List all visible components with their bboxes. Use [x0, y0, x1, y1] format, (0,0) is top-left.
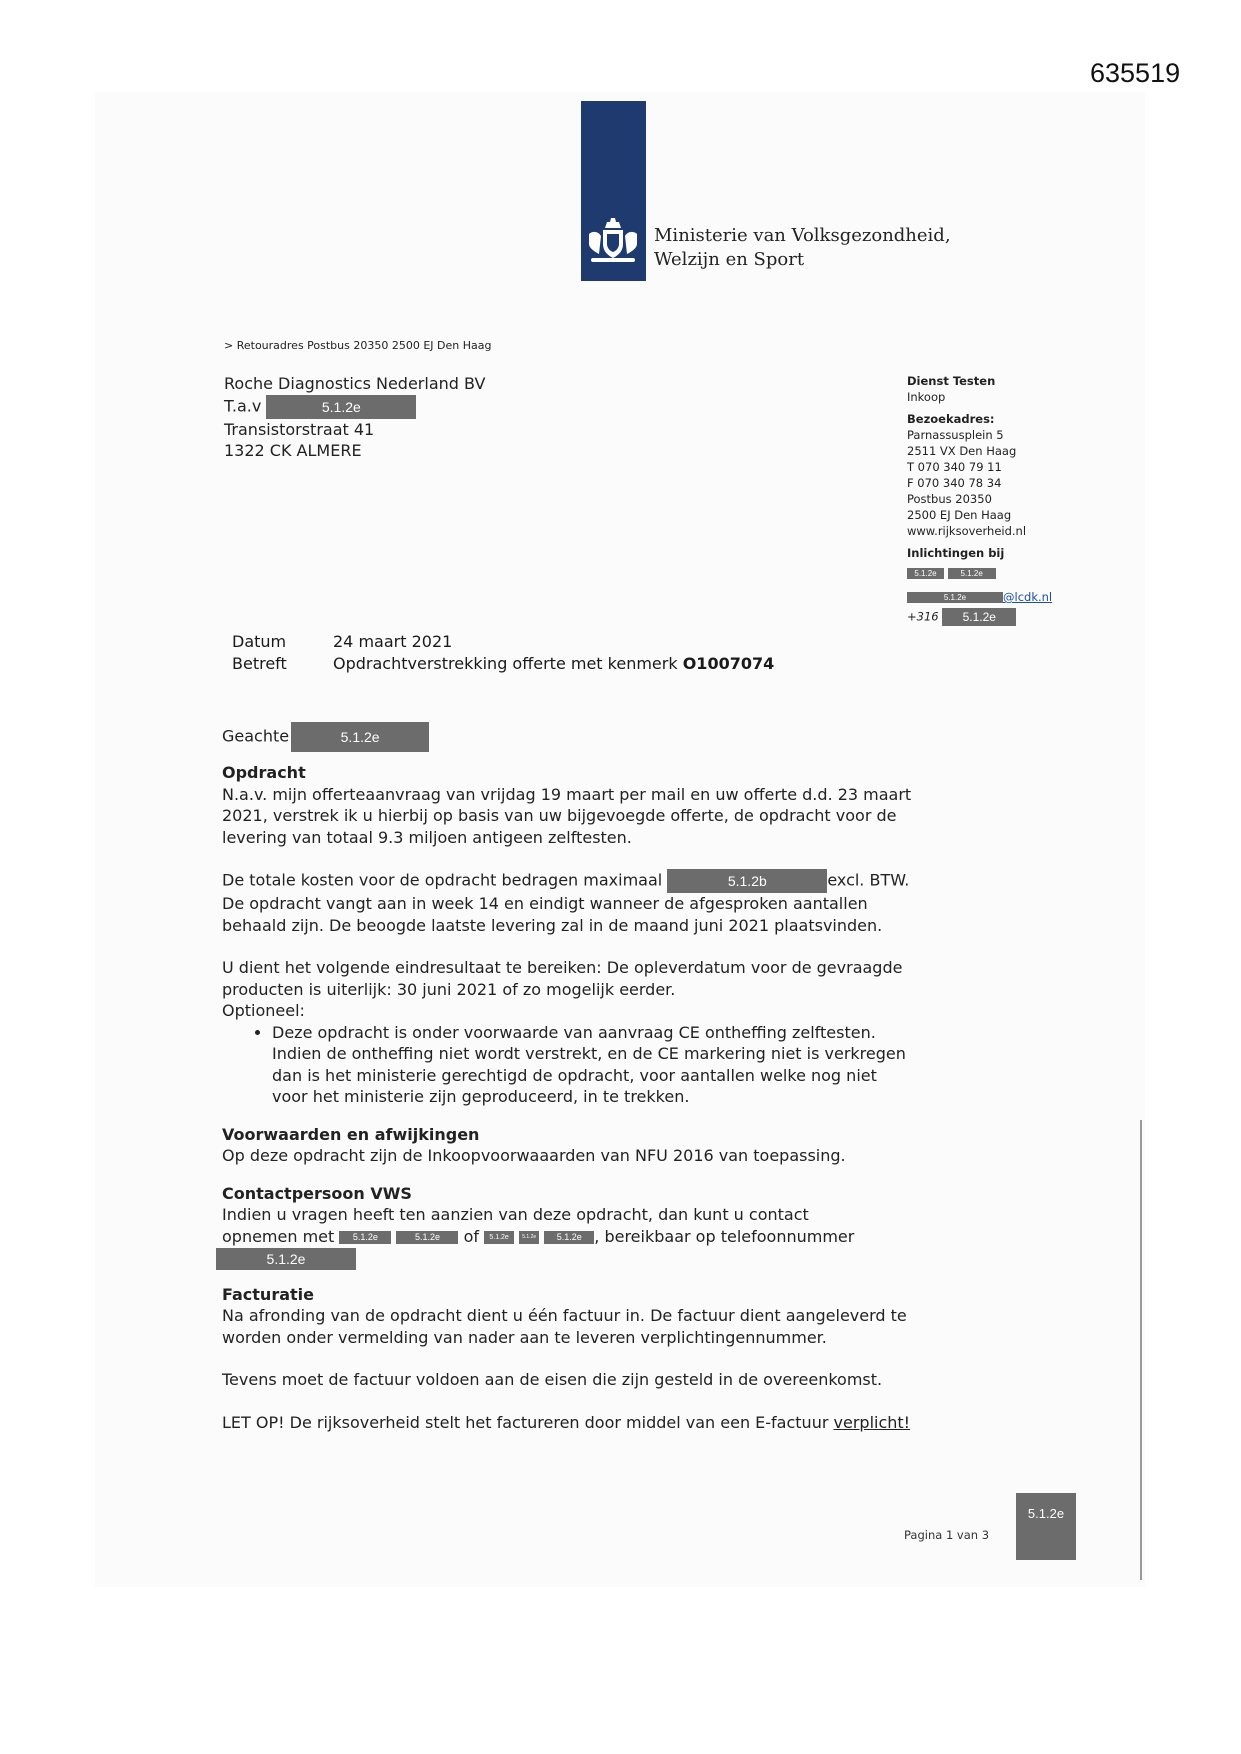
sidebar-phone-prefix: +316: [907, 609, 939, 624]
sidebar-visit-line: Postbus 20350: [907, 492, 992, 506]
heading-contact: Contactpersoon VWS: [222, 1183, 412, 1203]
sidebar-email: [907, 589, 1107, 605]
paragraph-letop: LET OP! De rijksoverheid stelt het factureren door middel van een E-factuur verplicht!: [222, 1412, 911, 1432]
salutation: Geachte 5.1.2e: [222, 722, 912, 752]
redaction-box: 5.1.2e: [291, 722, 429, 752]
recipient-city: 1322 CK ALMERE: [224, 441, 362, 460]
letter-meta: [232, 631, 774, 674]
subject-value: Opdrachtverstrekking offerte met kenmerk O1007074: [333, 653, 775, 673]
paragraph-cost: De totale kosten voor de opdracht bedragen maximaal 5.1.2b excl. BTW.: [222, 869, 912, 893]
redaction-box: 5.1.2e: [1016, 1493, 1076, 1560]
redaction-box: 5.1.2e: [484, 1231, 514, 1244]
sidebar-email-suffix: @lcdk.nl: [1003, 590, 1053, 604]
sidebar-visit-head: Bezoekadres:: [907, 412, 995, 426]
paragraph-opdracht: N.a.v. mijn offerteaanvraag van vrijdag 19 maart per mail en uw offerte d.d. 23 maart 2021, verstrek ik u hierbij op basis van uw bijgevoegde offerte, de opdracht voor de levering van totaal 9.3 miljoen antigeen zelftesten.: [222, 784, 912, 847]
optional-label: Optioneel:: [222, 1001, 305, 1020]
heading-conditions: Voorwaarden en afwijkingen: [222, 1124, 480, 1144]
sidebar-sub: Inkoop: [907, 390, 946, 404]
crest-icon: [583, 214, 643, 268]
sidebar-dept: Dienst Testen: [907, 374, 996, 388]
recipient-company: Roche Diagnostics Nederland BV: [224, 374, 486, 393]
date-value: 24 maart 2021: [333, 632, 453, 651]
redaction-box: 5.1.2e: [907, 592, 1003, 603]
heading-invoice: Facturatie: [222, 1284, 314, 1304]
letter-body: [222, 722, 912, 1433]
ministry-line-1: Ministerie van Volksgezondheid,: [654, 225, 951, 246]
redaction-box: 5.1.2e: [942, 608, 1016, 626]
heading-opdracht: Opdracht: [222, 763, 306, 782]
paragraph-contact-2: opnemen met 5.1.2e 5.1.2e of 5.1.2e 5.1.2e 5.1.2e , bereikbaar op telefoonnummer: [222, 1226, 855, 1246]
sidebar-visit-line: 2511 VX Den Haag: [907, 444, 1017, 458]
letop-emphasis: verplicht!: [833, 1412, 911, 1432]
sidebar-info-head: Inlichtingen bij: [907, 546, 1005, 560]
redaction-box: 5.1.2e: [948, 568, 996, 579]
recipient-street: Transistorstraat 41: [224, 419, 375, 439]
redaction-box: 5.1.2e: [907, 568, 944, 579]
redaction-box: 5.1.2e: [339, 1231, 391, 1244]
sidebar-visit-line: Parnassusplein 5: [907, 428, 1004, 442]
condition-list: [222, 1022, 912, 1108]
paragraph-start: De opdracht vangt aan in week 14 en eindigt wanneer de afgesproken aantallen behaald zijn. De beoogde laatste levering zal in de maand juni 2021 plaatsvinden.: [222, 894, 883, 935]
contact-phone: [216, 1247, 912, 1270]
subject-ref: O1007074: [682, 653, 775, 673]
page-number: Pagina 1 van 3: [904, 1528, 990, 1542]
redaction-box: 5.1.2e: [544, 1231, 594, 1244]
date-label: Datum: [232, 632, 287, 651]
redaction-box: 5.1.2e: [266, 395, 416, 419]
sender-sidebar: [907, 373, 1107, 626]
return-address: > Retouradres Postbus 20350 2500 EJ Den Haag: [224, 339, 492, 352]
subject-label: Betreft: [232, 653, 287, 673]
sidebar-info-names: [907, 565, 1107, 581]
sidebar-visit-line: F 070 340 78 34: [907, 476, 1002, 490]
document-number: 635519: [1090, 58, 1181, 88]
ministry-line-2: Welzijn en Sport: [654, 249, 805, 270]
paragraph-conditions: Op deze opdracht zijn de Inkoopvoorwaaarden van NFU 2016 van toepassing.: [222, 1146, 846, 1165]
paragraph-invoice-2: Tevens moet de factuur voldoen aan de eisen die zijn gesteld in de overeenkomst.: [222, 1370, 883, 1389]
sidebar-visit-line: www.rijksoverheid.nl: [907, 524, 1027, 538]
recipient-address: [224, 373, 485, 462]
redaction-box: 5.1.2b: [667, 869, 827, 893]
sidebar-visit-line: T 070 340 79 11: [907, 460, 1002, 474]
paragraph-contact-1: Indien u vragen heeft ten aanzien van deze opdracht, dan kunt u contact: [222, 1205, 809, 1224]
redaction-box: 5.1.2e: [396, 1231, 458, 1244]
recipient-attn: T.a.v 5.1.2e: [224, 395, 485, 419]
ministry-name: [654, 224, 951, 272]
paragraph-result: U dient het volgende eindresultaat te bereiken: De opleverdatum voor de gevraagde producten is uiterlijk: 30 juni 2021 of zo mogelijk eerder.: [222, 958, 903, 999]
page-edge-line: [1140, 1120, 1142, 1580]
redaction-box: 5.1.2e: [519, 1231, 539, 1244]
paragraph-invoice: Na afronding van de opdracht dient u één factuur in. De factuur dient aangeleverd te worden onder vermelding van nader aan te leveren verplichtingennummer.: [222, 1306, 907, 1347]
sidebar-visit-line: 2500 EJ Den Haag: [907, 508, 1012, 522]
sidebar-phone: [907, 608, 1107, 626]
redaction-box: 5.1.2e: [216, 1248, 356, 1270]
list-item: • Deze opdracht is onder voorwaarde van aanvraag CE ontheffing zelftesten. Indien de ontheffing niet wordt verstrekt, en de CE markering niet is verkregen dan is het ministerie gerechtigd de opdracht, voor aantallen welke nog niet voor het ministerie zijn geproduceerd, in te trekken.: [272, 1022, 912, 1108]
